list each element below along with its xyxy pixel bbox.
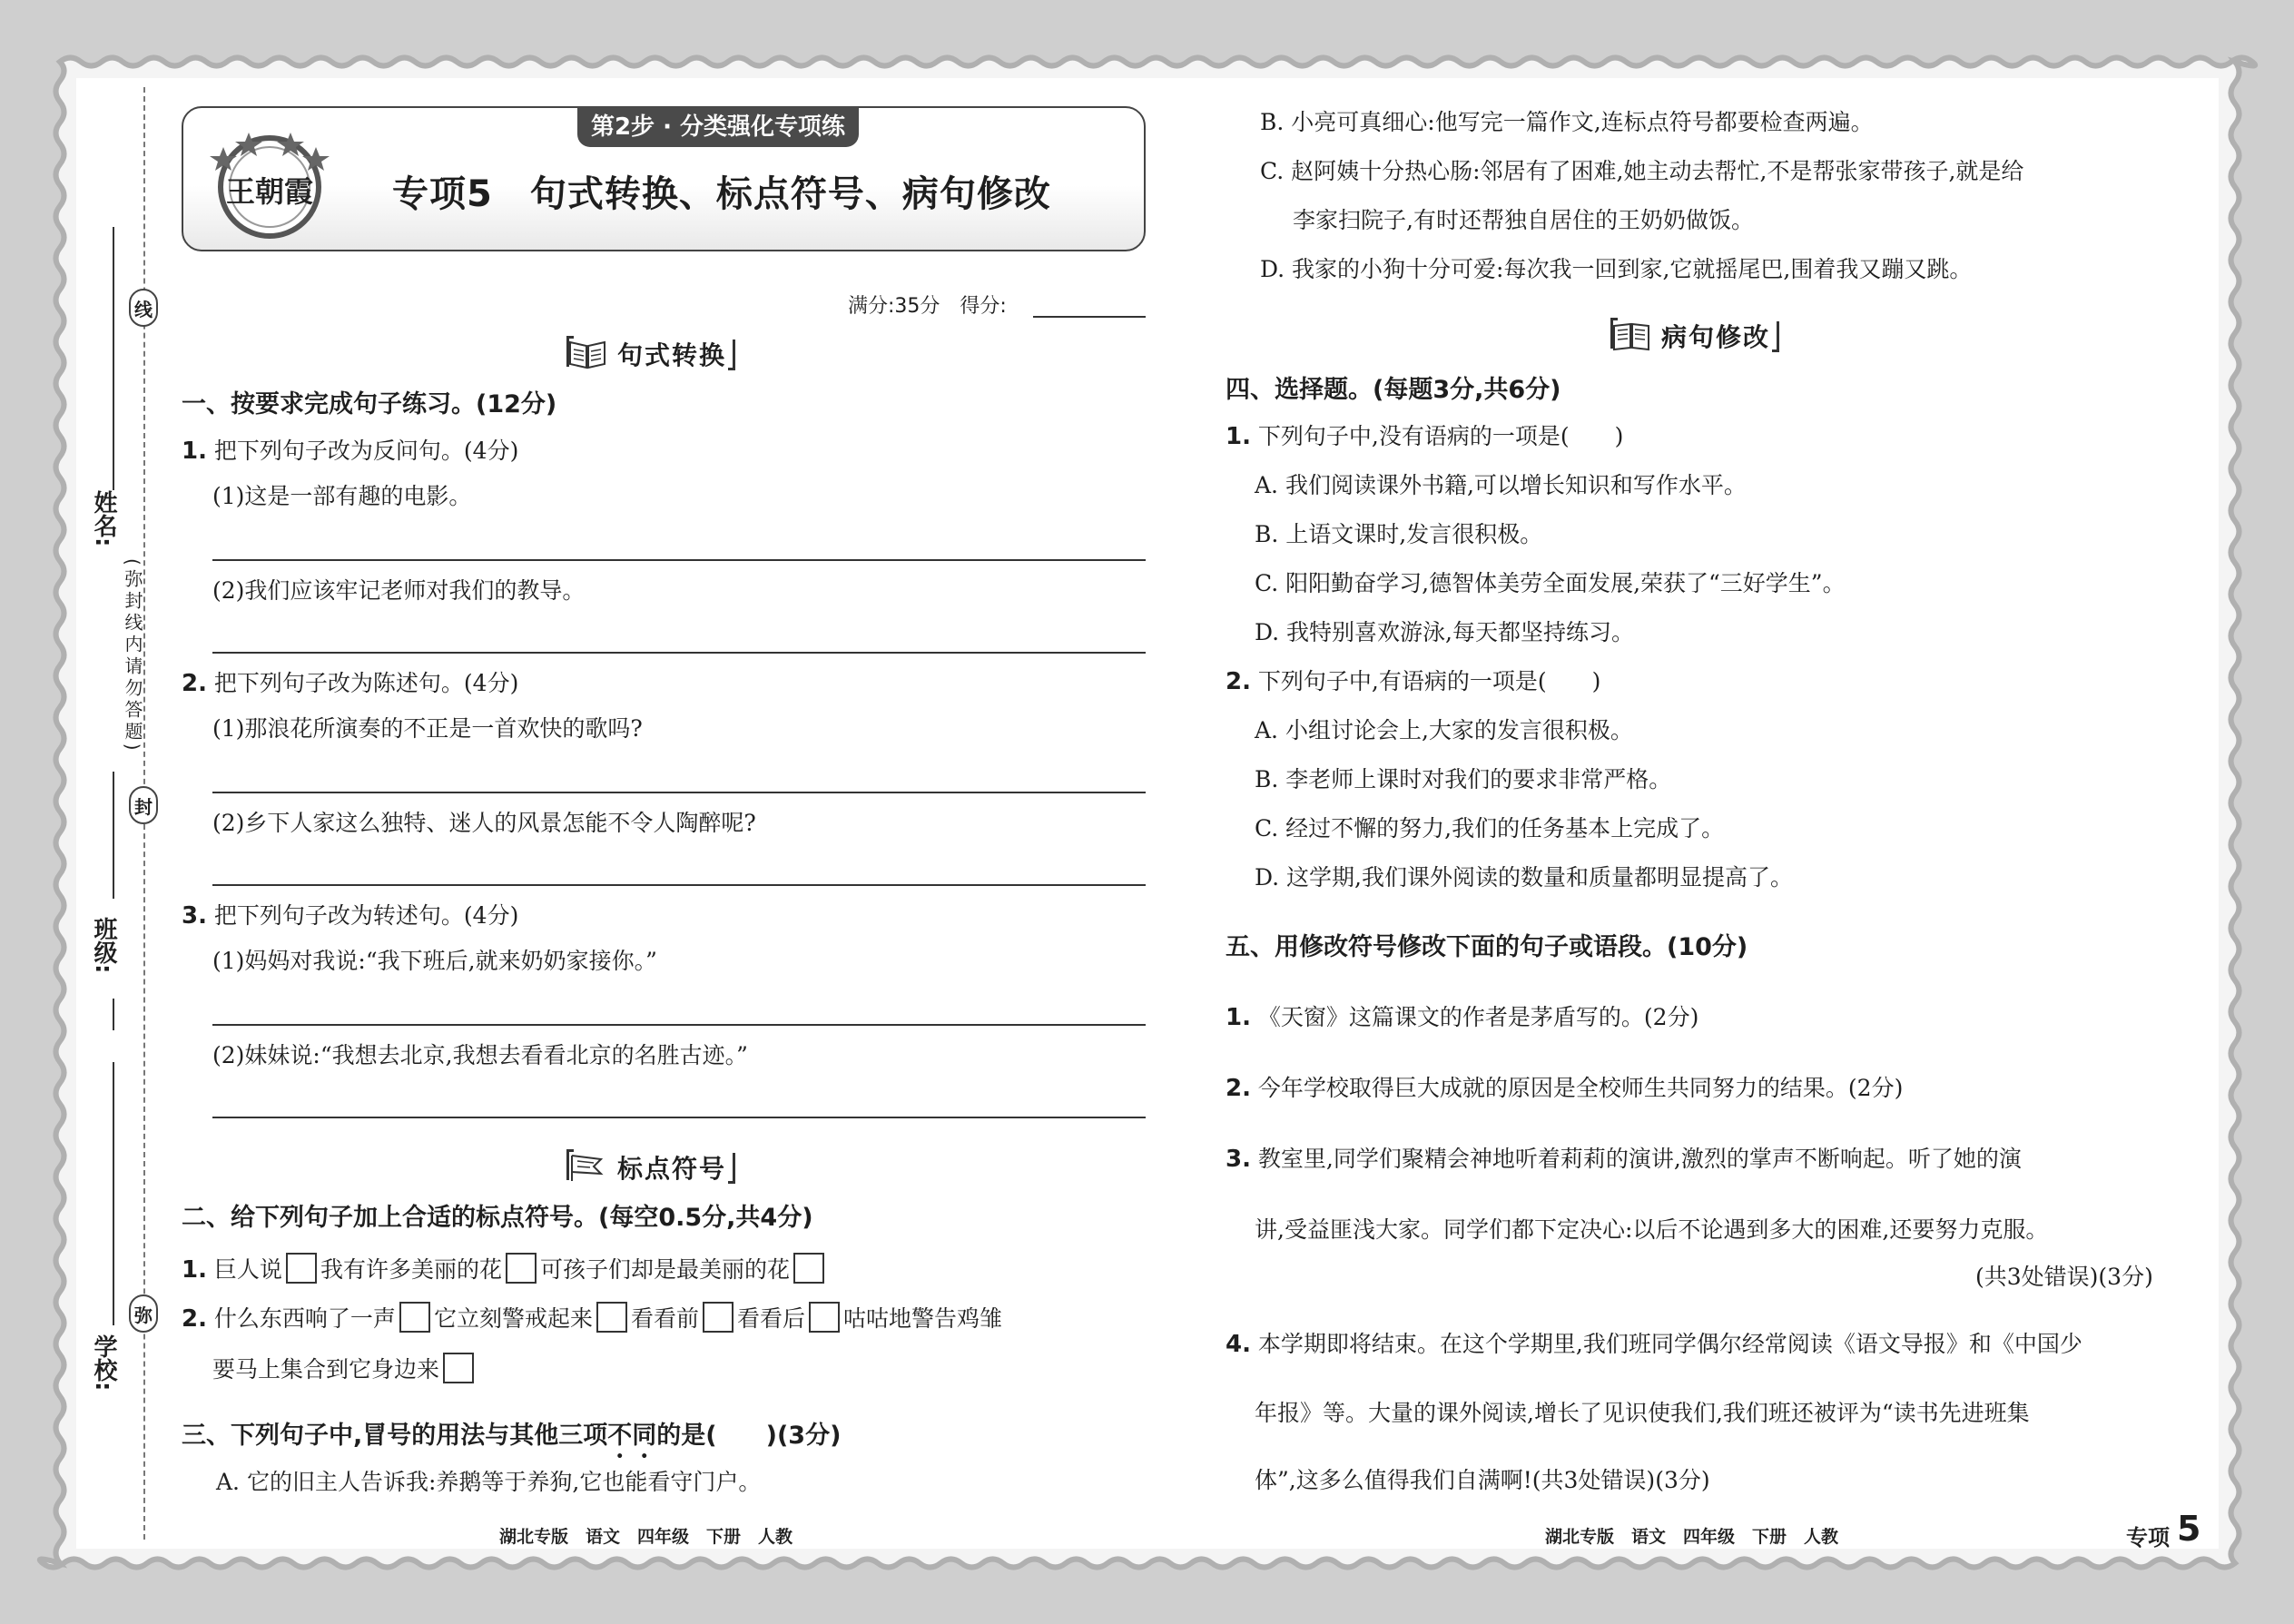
q4-2d: D. 这学期,我们课外阅读的数量和质量都明显提高了。 (1255, 864, 1793, 891)
section-sentence-transform: 句式转换 (568, 334, 726, 374)
q1-3b: (2)妹妹说:“我想去北京,我想去看看北京的名胜古迹。” (212, 1042, 748, 1068)
q5-4-line2: 年报》等。大量的课外阅读,增长了见识使我们,我们班还被评为“读书先进班集 (1255, 1400, 2030, 1426)
punct-blank[interactable] (596, 1302, 627, 1333)
q4-1b: B. 上语文课时,发言很积极。 (1255, 521, 1543, 547)
school-label: 学校: (90, 1334, 117, 1392)
class-label: 班级: (90, 917, 117, 974)
punct-blank[interactable] (809, 1302, 840, 1333)
class-underline (113, 772, 114, 899)
q3-option-c-1: C. 赵阿姨十分热心肠:邻居有了困难,她主动去帮忙,不是帮张家带孩子,就是给 (1260, 158, 2024, 184)
logo-text: 王朝霞 (225, 174, 313, 209)
answer-line-5[interactable] (212, 1024, 1146, 1026)
q2-2-cont: 要马上集合到它身边来 (212, 1353, 478, 1385)
q4-1a: A. 我们阅读课外书籍,可以增长知识和写作水平。 (1255, 472, 1747, 498)
q3-option-d: D. 我家的小狗十分可爱:每次我一回到家,它就摇尾巴,围着我又蹦又跳。 (1260, 256, 1973, 282)
score-blank (1033, 316, 1146, 318)
binding-mark-seal: 封 (129, 786, 158, 824)
q2-1: 1. 巨人说 我有许多美丽的花 可孩子们却是最美丽的花 (182, 1253, 828, 1285)
punct-blank[interactable] (506, 1253, 537, 1284)
class-underline-2 (113, 999, 114, 1030)
q1-1: 1. 把下列句子改为反问句。(4分) (182, 438, 519, 465)
punct-blank[interactable] (443, 1353, 474, 1383)
q5-heading: 五、用修改符号修改下面的句子或语段。(10分) (1226, 933, 1748, 961)
q4-1d: D. 我特别喜欢游泳,每天都坚持练习。 (1255, 619, 1634, 645)
flag-icon (568, 1152, 606, 1183)
q5-4: 4. 本学期即将结束。在这个学期里,我们班同学偶尔经常阅读《语文导报》和《中国少 (1226, 1331, 2082, 1358)
q1-3a: (1)妈妈对我说:“我下班后,就来奶奶家接你。” (212, 948, 657, 974)
answer-line-6[interactable] (212, 1117, 1146, 1118)
q4-2c: C. 经过不懈的努力,我们的任务基本上完成了。 (1255, 815, 1725, 842)
section-sentence-correction: 病句修改 (1612, 316, 1770, 356)
q4-2b: B. 李老师上课时对我们的要求非常严格。 (1255, 766, 1672, 792)
q2-2: 2. 什么东西响了一声 它立刻警戒起来 看看前 看看后 咕咕地警告鸡雏 (182, 1302, 1002, 1334)
step-badge: 第2步 · 分类强化专项练 (577, 107, 859, 147)
page-title: 专项5 句式转换、标点符号、病句修改 (392, 173, 1051, 215)
section-punctuation: 标点符号 (568, 1147, 726, 1187)
q5-3-line2: 讲,受益匪浅大家。同学们都下定决心:以后不论遇到多大的困难,还要努力克服。 (1255, 1216, 2049, 1243)
q2-heading: 二、给下列句子加上合适的标点符号。(每空0.5分,共4分) (182, 1204, 813, 1232)
page-label: 专项 (2126, 1525, 2170, 1550)
name-label: 姓名: (90, 490, 117, 547)
q5-1: 1. 《天窗》这篇课文的作者是茅盾写的。(2分) (1226, 1004, 1699, 1031)
name-underline (113, 227, 114, 490)
q3-heading: 三、下列句子中,冒号的用法与其他三项不同的是( )(3分) (182, 1422, 842, 1450)
q5-3-score: (共3处错误)(3分) (1975, 1264, 2153, 1290)
q1-1a: (1)这是一部有趣的电影。 (212, 483, 472, 509)
q5-2: 2. 今年学校取得巨大成就的原因是全校师生共同努力的结果。(2分) (1226, 1075, 1904, 1102)
q1-3: 3. 把下列句子改为转述句。(4分) (182, 902, 519, 930)
q3-option-a: A. 它的旧主人告诉我:养鹅等于养狗,它也能看守门户。 (216, 1469, 762, 1495)
q3-option-b: B. 小亮可真细心:他写完一篇作文,连标点符号都要检查两遍。 (1260, 109, 1874, 135)
answer-line-4[interactable] (212, 884, 1146, 886)
answer-line-2[interactable] (212, 652, 1146, 654)
q4-2: 2. 下列句子中,有语病的一项是( ) (1226, 668, 1601, 695)
q4-1: 1. 下列句子中,没有语病的一项是( ) (1226, 423, 1624, 450)
score-line: 满分:35分 得分: (848, 295, 1007, 318)
q4-2a: A. 小组讨论会上,大家的发言很积极。 (1255, 717, 1633, 743)
school-underline (113, 1062, 114, 1325)
footer-right: 湖北专版 语文 四年级 下册 人教 (1545, 1527, 1839, 1547)
binding-mark-line: 线 (129, 289, 158, 327)
q1-1b: (2)我们应该牢记老师对我们的教导。 (212, 577, 586, 604)
q5-3: 3. 教室里,同学们聚精会神地听着莉莉的演讲,激烈的掌声不断响起。听了她的演 (1226, 1146, 2022, 1173)
answer-line-3[interactable] (212, 792, 1146, 793)
page-number: 5 (2177, 1509, 2201, 1549)
punct-blank[interactable] (286, 1253, 317, 1284)
q1-2a: (1)那浪花所演奏的不正是一首欢快的歌吗? (212, 715, 643, 742)
q1-heading: 一、按要求完成句子练习。(12分) (182, 390, 557, 418)
answer-line-1[interactable] (212, 559, 1146, 561)
q4-heading: 四、选择题。(每题3分,共6分) (1226, 376, 1561, 404)
open-book-icon (1612, 320, 1650, 351)
punct-blank[interactable] (793, 1253, 824, 1284)
footer-left: 湖北专版 语文 四年级 下册 人教 (499, 1527, 793, 1547)
q4-1c: C. 阳阳勤奋学习,德智体美劳全面发展,荣获了“三好学生”。 (1255, 570, 1846, 596)
q1-2b: (2)乡下人家这么独特、迷人的风景怎能不令人陶醉呢? (212, 810, 756, 836)
punct-blank[interactable] (399, 1302, 430, 1333)
q5-4-line3: 体”,这多么值得我们自满啊!(共3处错误)(3分) (1255, 1467, 1710, 1493)
q1-2: 2. 把下列句子改为陈述句。(4分) (182, 670, 519, 697)
binding-note: (弥封线内请勿答题) (122, 558, 143, 754)
book-icon (568, 339, 606, 369)
q3-option-c-2: 李家扫院子,有时还帮独自居住的王奶奶做饭。 (1293, 207, 1754, 233)
punct-blank[interactable] (703, 1302, 733, 1333)
binding-mark-close: 弥 (129, 1294, 158, 1333)
